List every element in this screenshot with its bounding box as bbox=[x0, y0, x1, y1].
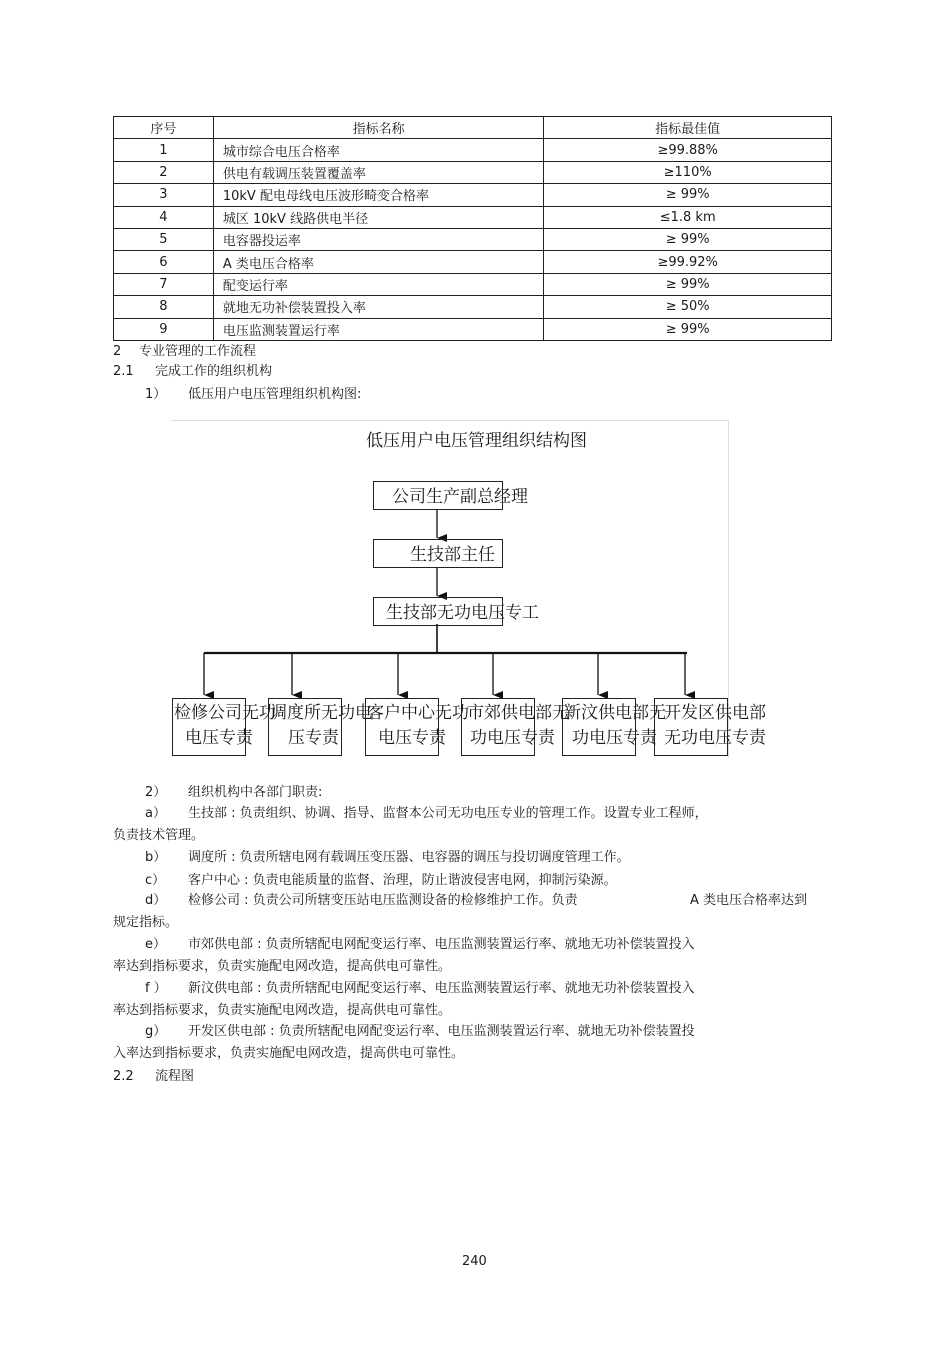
item-number: 2） bbox=[145, 785, 167, 800]
section-2-2-heading bbox=[113, 1068, 194, 1086]
table-row bbox=[114, 228, 832, 250]
item-text: 组织机构中各部门职责: bbox=[188, 785, 323, 800]
duty-c-line1 bbox=[145, 872, 617, 890]
table-row bbox=[114, 161, 832, 183]
org-label-line1: 新汶供电部无 bbox=[564, 703, 666, 723]
chart-title: 低压用户电压管理组织结构图 bbox=[366, 431, 587, 451]
duty-letter: b） bbox=[145, 850, 167, 865]
duty-letter: e） bbox=[145, 937, 166, 952]
table-row bbox=[114, 273, 832, 295]
org-label-line2: 功电压专责 bbox=[470, 728, 555, 748]
org-label-deputy-gm: 公司生产副总经理 bbox=[392, 487, 528, 507]
duty-letter: f ） bbox=[145, 981, 167, 996]
duty-letter: g） bbox=[145, 1024, 167, 1039]
duty-letter: a） bbox=[145, 806, 166, 821]
row-value: ≥ 99% bbox=[544, 318, 832, 340]
header-index: 序号 bbox=[114, 117, 214, 139]
duty-text: 调度所 : 负责所辖电网有载调压变压器、电容器的调压与投切调度管理工作。 bbox=[188, 850, 630, 865]
row-index: 5 bbox=[114, 228, 214, 250]
row-name: 电容器投运率 bbox=[213, 228, 544, 250]
org-label-line2: 功电压专责 bbox=[572, 728, 657, 748]
section-title: 完成工作的组织机构 bbox=[155, 364, 273, 379]
section-number: 2.1 bbox=[113, 364, 134, 379]
org-label-line1: 开发区供电部 bbox=[664, 703, 766, 723]
table-row bbox=[114, 296, 832, 318]
duty-e-line1 bbox=[145, 936, 695, 954]
org-label-line1: 调度所无功电 bbox=[270, 703, 372, 723]
row-value: ≥99.88% bbox=[544, 139, 832, 161]
duty-g-line1 bbox=[145, 1023, 695, 1041]
table-row bbox=[114, 318, 832, 340]
row-name: 10kV 配电母线电压波形畸变合格率 bbox=[213, 184, 544, 206]
section-title: 专业管理的工作流程 bbox=[139, 344, 257, 359]
duty-text: 检修公司 : 负责公司所辖变压站电压监测设备的检修维护工作。负责 bbox=[188, 893, 578, 908]
org-label-line2: 电压专责 bbox=[378, 728, 446, 748]
table-row bbox=[114, 251, 832, 273]
indicator-table bbox=[113, 116, 832, 341]
org-label-tech-director: 生技部主任 bbox=[410, 545, 495, 565]
org-label-line1: 检修公司无功 bbox=[174, 703, 276, 723]
duty-letter: c） bbox=[145, 873, 166, 888]
duty-f-line1 bbox=[145, 980, 695, 998]
row-value: ≥ 99% bbox=[544, 228, 832, 250]
item-number: 1） bbox=[145, 387, 167, 402]
org-label-customer-center bbox=[367, 701, 469, 751]
row-value: ≥ 99% bbox=[544, 273, 832, 295]
row-name: A 类电压合格率 bbox=[213, 251, 544, 273]
org-label-line1: 客户中心无功 bbox=[367, 703, 469, 723]
page-number: 240 bbox=[462, 1254, 487, 1269]
row-index: 8 bbox=[114, 296, 214, 318]
org-label-dispatch bbox=[270, 701, 372, 751]
row-index: 3 bbox=[114, 184, 214, 206]
duty-a-line1 bbox=[145, 805, 708, 823]
org-label-maintenance bbox=[174, 701, 276, 751]
row-name: 供电有载调压装置覆盖率 bbox=[213, 161, 544, 183]
duty-d-line2: 规定指标。 bbox=[113, 915, 179, 930]
duty-g-line2: 入率达到指标要求，负责实施配电网改造，提高供电可靠性。 bbox=[113, 1046, 465, 1061]
row-index: 2 bbox=[114, 161, 214, 183]
row-name: 电压监测装置运行率 bbox=[213, 318, 544, 340]
org-label-line2: 无功电压专责 bbox=[664, 728, 766, 748]
org-chart bbox=[171, 420, 766, 760]
item-1 bbox=[145, 386, 361, 404]
duty-f-line2: 率达到指标要求，负责实施配电网改造，提高供电可靠性。 bbox=[113, 1003, 452, 1018]
row-index: 9 bbox=[114, 318, 214, 340]
duty-d-line1-tail: A 类电压合格率达到 bbox=[690, 893, 808, 908]
row-value: ≥ 50% bbox=[544, 296, 832, 318]
row-index: 6 bbox=[114, 251, 214, 273]
section-number: 2 bbox=[113, 344, 122, 359]
section-number: 2.2 bbox=[113, 1069, 134, 1084]
header-name: 指标名称 bbox=[213, 117, 544, 139]
org-label-reactive-engineer: 生技部无功电压专工 bbox=[386, 603, 539, 623]
org-label-xinwen-supply bbox=[564, 701, 666, 751]
row-index: 7 bbox=[114, 273, 214, 295]
duty-text: 新汶供电部 : 负责所辖配电网配变运行率、电压监测装置运行率、就地无功补偿装置投入 bbox=[188, 981, 695, 996]
row-index: 1 bbox=[114, 139, 214, 161]
duty-text: 生技部 : 负责组织、协调、指导、监督本公司无功电压专业的管理工作。设置专业工程师， bbox=[188, 806, 708, 821]
org-label-line1: 市郊供电部无 bbox=[467, 703, 569, 723]
duty-text: 客户中心 : 负责电能质量的监督、治理，防止谐波侵害电网，抑制污染源。 bbox=[188, 873, 617, 888]
duty-e-line2: 率达到指标要求，负责实施配电网改造，提高供电可靠性。 bbox=[113, 959, 452, 974]
org-label-line2: 压专责 bbox=[288, 728, 339, 748]
row-value: ≥99.92% bbox=[544, 251, 832, 273]
section-2-heading bbox=[113, 343, 256, 361]
section-2-1-heading bbox=[113, 363, 272, 381]
duty-text: 市郊供电部 : 负责所辖配电网配变运行率、电压监测装置运行率、就地无功补偿装置投入 bbox=[188, 937, 695, 952]
row-name: 配变运行率 bbox=[213, 273, 544, 295]
table-row bbox=[114, 206, 832, 228]
table-row bbox=[114, 139, 832, 161]
org-label-devzone-supply bbox=[664, 701, 766, 751]
duty-d-line1 bbox=[145, 892, 578, 910]
duty-letter: d） bbox=[145, 893, 167, 908]
duty-a-line2: 负责技术管理。 bbox=[113, 828, 205, 843]
item-2 bbox=[145, 784, 322, 802]
row-value: ≥ 99% bbox=[544, 184, 832, 206]
org-label-suburban-supply bbox=[467, 701, 569, 751]
header-value: 指标最佳值 bbox=[544, 117, 832, 139]
row-name: 城市综合电压合格率 bbox=[213, 139, 544, 161]
duty-text: 开发区供电部 : 负责所辖配电网配变运行率、电压监测装置运行率、就地无功补偿装置投 bbox=[188, 1024, 695, 1039]
section-title: 流程图 bbox=[155, 1069, 195, 1084]
row-value: ≥110% bbox=[544, 161, 832, 183]
org-label-line2: 电压专责 bbox=[185, 728, 253, 748]
duty-b-line1 bbox=[145, 849, 630, 867]
item-text: 低压用户电压管理组织机构图: bbox=[188, 387, 362, 402]
row-name: 城区 10kV 线路供电半径 bbox=[213, 206, 544, 228]
row-index: 4 bbox=[114, 206, 214, 228]
table-header-row bbox=[114, 117, 832, 139]
table-row bbox=[114, 184, 832, 206]
row-name: 就地无功补偿装置投入率 bbox=[213, 296, 544, 318]
row-value: ≤1.8 km bbox=[544, 206, 832, 228]
